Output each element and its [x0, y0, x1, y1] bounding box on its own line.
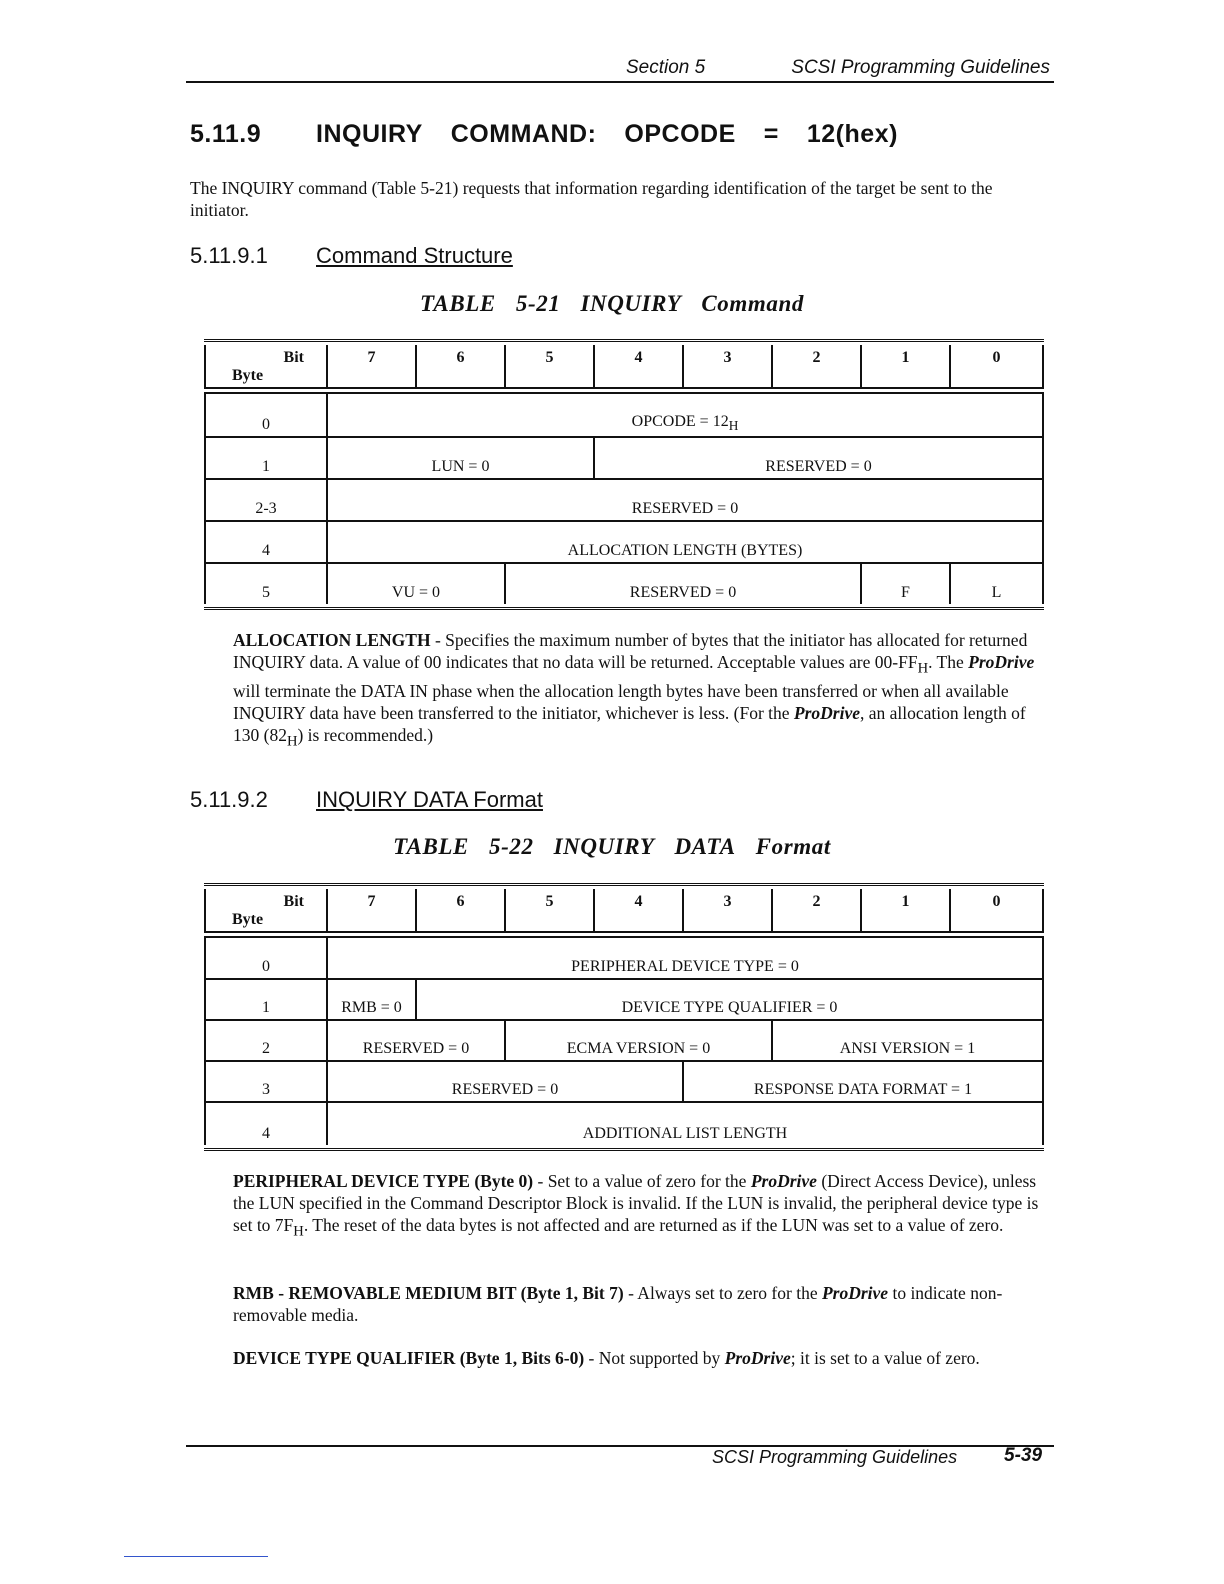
header-section: Section 5: [626, 57, 706, 78]
ecma-version-field: ECMA VERSION = 0: [504, 1021, 771, 1060]
bit-6-header: 6: [415, 345, 504, 387]
bit-2-header: 2: [771, 345, 860, 387]
heading-word: OPCODE: [624, 120, 736, 148]
footer-title: SCSI Programming Guidelines: [712, 1447, 958, 1467]
peripheral-device-type-field: PERIPHERAL DEVICE TYPE = 0: [326, 938, 1042, 978]
desc-text: will terminate the DATA IN phase when the allocation length bytes have been transferred or when all available INQUIRY data have been transferred to the initiator, whichever is less. (For the: [233, 680, 1009, 723]
subsection-heading-command-structure: [190, 243, 513, 269]
reserved-field: RESERVED = 0: [593, 438, 1042, 478]
caption-word: TABLE: [393, 834, 469, 859]
bit-5-header: 5: [504, 889, 593, 931]
bit-1-header: 1: [860, 345, 949, 387]
section-heading: [190, 120, 898, 149]
table-header-row: [204, 889, 1044, 933]
heading-word: 12(hex): [806, 120, 898, 148]
subsection-number: 5.11.9.2: [190, 787, 268, 812]
desc-text: (Direct Access Device), unless the LUN specified in the Command Descriptor Block is invalid. If the LUN is invalid, the peripheral device type is set to 7F: [233, 1171, 1039, 1235]
caption-word: TABLE: [420, 291, 496, 316]
additional-list-length-field: ADDITIONAL LIST LENGTH: [326, 1103, 1042, 1145]
desc-text: - Specifies the maximum number of bytes that the initiator has allocated for returned INQUIRY data. A value of 00 indicates that no data will be returned. Acceptable values are 00-FF: [233, 630, 1028, 672]
table-row-byte-1: [204, 438, 1044, 480]
section-number: 5.11.9: [190, 120, 262, 148]
desc-text: - Set to a value of zero for the: [533, 1171, 751, 1191]
subsection-title: INQUIRY DATA Format: [316, 787, 543, 812]
desc-text: , an allocation length of 130 (82: [233, 702, 1026, 745]
desc-text: . The: [928, 652, 969, 672]
bit-6-header: 6: [415, 889, 504, 931]
desc-text: - Not supported by: [584, 1348, 725, 1368]
caption-word: 5-21: [515, 291, 561, 316]
term: DEVICE TYPE QUALIFIER (Byte 1, Bits 6-0): [233, 1348, 585, 1368]
vu-field: VU = 0: [326, 564, 504, 604]
page-number: 5-39: [1004, 1445, 1043, 1466]
desc-text: - Always set to zero for the: [623, 1283, 822, 1303]
byte-number: 2-3: [255, 500, 277, 517]
bit-label: Bit: [283, 349, 304, 366]
table-5-21-caption: [0, 291, 1224, 317]
table-row-byte-0: [204, 936, 1044, 980]
byte-number: 0: [262, 416, 270, 433]
term: RMB - REMOVABLE MEDIUM BIT (Byte 1, Bit 7): [233, 1283, 624, 1303]
byte-number: 3: [262, 1081, 270, 1098]
desc-text: ) is recommended.): [297, 724, 434, 745]
reserved-field: RESERVED = 0: [326, 1021, 504, 1060]
byte-number: 2: [262, 1040, 270, 1057]
bit-3-header: 3: [682, 889, 771, 931]
bottom-rule: [124, 1556, 268, 1557]
caption-word: 5-22: [489, 834, 534, 859]
heading-word: =: [763, 120, 779, 148]
bit-1-header: 1: [860, 889, 949, 931]
bit-7-header: 7: [326, 889, 415, 931]
table-5-22-caption: [0, 834, 1224, 860]
opcode-field: [326, 394, 1042, 436]
desc-text: . The reset of the data bytes is not affected and are returned as if the LUN was set to a value of zero.: [303, 1215, 1004, 1235]
byte-number: 1: [262, 999, 270, 1016]
byte-number: 4: [262, 542, 270, 559]
byte-number: 0: [262, 958, 270, 975]
heading-word: COMMAND:: [450, 120, 597, 148]
page-header: [186, 55, 1054, 83]
byte-number: 4: [262, 1125, 270, 1142]
table-row-byte-4: [204, 522, 1044, 564]
flag-field: F: [860, 564, 949, 604]
reserved-field: RESERVED = 0: [326, 1062, 682, 1101]
response-data-format-field: RESPONSE DATA FORMAT = 1: [682, 1062, 1042, 1101]
device-type-qualifier-description: [233, 1347, 1053, 1369]
heading-word: INQUIRY: [316, 120, 423, 148]
rmb-field: RMB = 0: [326, 980, 415, 1019]
subsection-title: Command Structure: [316, 243, 513, 268]
desc-text: ; it is set to a value of zero.: [790, 1348, 980, 1368]
product-name: ProDrive: [821, 1283, 889, 1303]
ansi-version-field: ANSI VERSION = 1: [771, 1021, 1042, 1060]
table-row-byte-2: [204, 1021, 1044, 1062]
bit-label: Bit: [283, 893, 304, 910]
bit-4-header: 4: [593, 889, 682, 931]
product-name: ProDrive: [968, 652, 1035, 672]
allocation-length-field: ALLOCATION LENGTH (BYTES): [326, 522, 1042, 562]
intro-paragraph: The INQUIRY command (Table 5-21) requests that information regarding identification of the target be sent to the initiator.: [190, 178, 993, 220]
desc-text: to indicate non-removable media.: [233, 1283, 1003, 1325]
lun-field: LUN = 0: [326, 438, 593, 478]
subscript-h: H: [293, 1223, 304, 1240]
byte-label: Byte: [232, 911, 264, 928]
table-5-21: [204, 339, 1044, 610]
product-name: ProDrive: [750, 1171, 817, 1191]
subsection-heading-inquiry-data-format: [190, 787, 543, 813]
byte-label: Byte: [232, 367, 264, 384]
caption-word: Format: [755, 834, 831, 859]
link-field: L: [949, 564, 1042, 604]
table-header-row: [204, 345, 1044, 389]
subscript-h: H: [286, 733, 298, 749]
term: ALLOCATION LENGTH: [233, 630, 431, 650]
table-row-byte-1: [204, 980, 1044, 1021]
byte-number: 1: [262, 458, 270, 475]
opcode-text: OPCODE = $12_H$: [631, 412, 739, 433]
bit-3-header: 3: [682, 345, 771, 387]
subsection-number: 5.11.9.1: [190, 243, 268, 268]
caption-word: INQUIRY: [580, 291, 682, 316]
bit-byte-corner: [206, 889, 326, 931]
table-row-byte-4: [204, 1103, 1044, 1145]
table-row-byte-2-3: [204, 480, 1044, 522]
bit-0-header: 0: [949, 889, 1042, 931]
table-5-22: [204, 883, 1044, 1151]
caption-word: Command: [701, 291, 804, 316]
reserved-field: RESERVED = 0: [326, 480, 1042, 520]
subscript-h: H: [917, 660, 929, 677]
bit-byte-corner: [206, 345, 326, 387]
device-type-qualifier-field: DEVICE TYPE QUALIFIER = 0: [415, 980, 1042, 1019]
term: PERIPHERAL DEVICE TYPE (Byte 0): [233, 1171, 534, 1191]
bit-7-header: 7: [326, 345, 415, 387]
byte-number: 5: [262, 584, 270, 601]
bit-2-header: 2: [771, 889, 860, 931]
header-title: SCSI Programming Guidelines: [791, 57, 1050, 78]
table-row-byte-0: [204, 392, 1044, 438]
allocation-length-description: [233, 629, 1053, 752]
reserved-field: RESERVED = 0: [504, 564, 860, 604]
caption-word: DATA: [674, 834, 736, 859]
table-row-byte-3: [204, 1062, 1044, 1103]
bit-4-header: 4: [593, 345, 682, 387]
bit-5-header: 5: [504, 345, 593, 387]
product-name: ProDrive: [724, 1348, 791, 1368]
bit-0-header: 0: [949, 345, 1042, 387]
subscript-h: H: [728, 418, 739, 433]
product-name: ProDrive: [793, 702, 861, 723]
table-row-byte-5: [204, 564, 1044, 604]
rmb-description: [233, 1282, 1053, 1326]
peripheral-device-type-description: [233, 1170, 1053, 1243]
caption-word: INQUIRY: [553, 834, 655, 859]
